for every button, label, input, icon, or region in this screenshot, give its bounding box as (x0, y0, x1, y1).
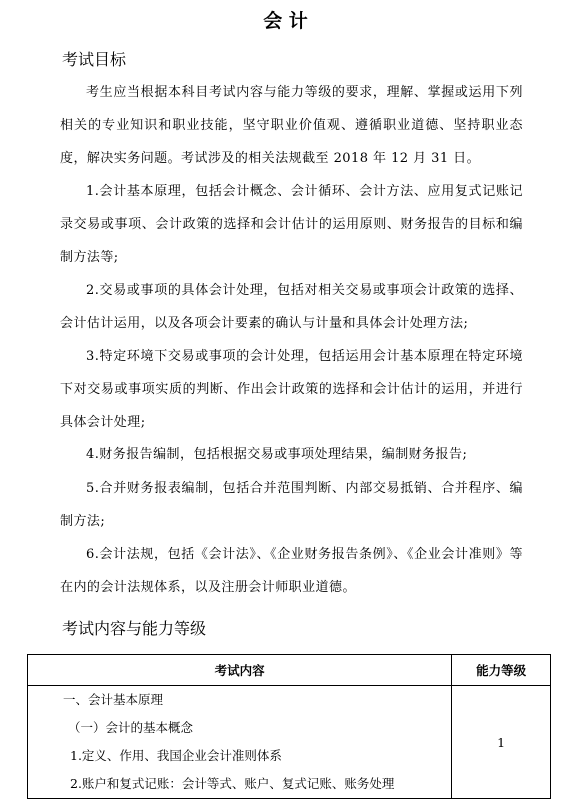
content-line-item-2: 2.账户和复式记账：会计等式、账户、复式记账、账务处理 (70, 776, 395, 791)
paragraph-item-2: 2.交易或事项的具体会计处理，包括对相关交易或事项会计政策的选择、会计估计运用，以及各项会计要素的确认与计量和具体会计处理方法; (60, 283, 523, 331)
paragraph-intro: 考生应当根据本科目考试内容与能力等级的要求，理解、掌握或运用下列相关的专业知识和职业技能，坚守职业价值观、遵循职业道德、坚持职业态度，解决实务问题。考试涉及的相关法规截至 2018 年 12 月 31 日。 (60, 85, 523, 166)
table-header-row (28, 655, 551, 686)
paragraph-item-5: 5.合并财务报表编制，包括合并范围判断、内部交易抵销、合并程序、编制方法; (60, 481, 523, 529)
header-exam-content: 考试内容 (28, 655, 452, 686)
content-line-section: （一）会计的基本概念 (68, 720, 194, 735)
paragraph-item-1: 1.会计基本原理，包括会计概念、会计循环、会计方法、应用复式记账记录交易或事项、会计政策的选择和会计估计的运用原则、财务报告的目标和编制方法等; (60, 184, 523, 265)
content-line-chapter: 一、会计基本原理 (63, 692, 164, 707)
content-cell (28, 686, 452, 799)
document-title: 会 计 (263, 10, 308, 32)
section-heading-exam-content: 考试内容与能力等级 (62, 619, 207, 638)
content-line-item-1: 1.定义、作用、我国企业会计准则体系 (70, 748, 282, 763)
exam-content-table (27, 654, 551, 799)
ability-level-cell: 1 (452, 686, 551, 799)
section-heading-exam-objectives: 考试目标 (62, 50, 127, 69)
paragraph-item-4: 4.财务报告编制，包括根据交易或事项处理结果，编制财务报告; (86, 447, 468, 462)
paragraph-item-3: 3.特定环境下交易或事项的会计处理，包括运用会计基本原理在特定环境下对交易或事项实质的判断、作出会计政策的选择和会计估计的运用，并进行具体会计处理; (60, 349, 523, 430)
paragraph-item-6: 6.会计法规，包括《会计法》、《企业财务报告条例》、《企业会计准则》等在内的会计法规体系，以及注册会计师职业道德。 (60, 547, 523, 595)
header-ability-level: 能力等级 (452, 655, 551, 686)
table-row (28, 686, 551, 799)
